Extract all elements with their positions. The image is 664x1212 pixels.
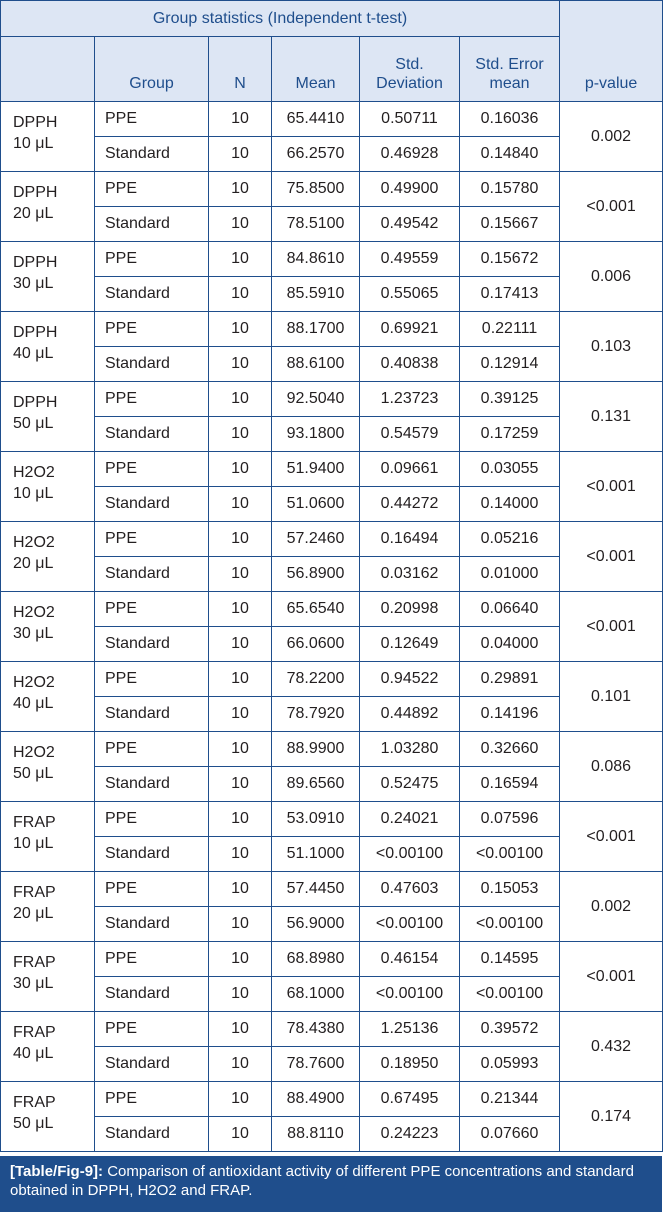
group-cell: Standard xyxy=(95,137,209,172)
n-cell: 10 xyxy=(209,802,272,837)
p-value-cell: <0.001 xyxy=(560,592,663,662)
std-error-cell: 0.22111 xyxy=(460,312,560,347)
p-value-cell: 0.101 xyxy=(560,662,663,732)
std-error-cell: 0.21344 xyxy=(460,1082,560,1117)
std-deviation-cell: 1.25136 xyxy=(360,1012,460,1047)
std-error-cell: 0.39572 xyxy=(460,1012,560,1047)
std-deviation-cell: 0.18950 xyxy=(360,1047,460,1082)
std-error-cell: 0.07660 xyxy=(460,1117,560,1152)
n-cell: 10 xyxy=(209,487,272,522)
group-cell: Standard xyxy=(95,557,209,592)
mean-cell: 68.8980 xyxy=(272,942,360,977)
mean-cell: 78.5100 xyxy=(272,207,360,242)
group-cell: PPE xyxy=(95,102,209,137)
std-deviation-cell: 0.94522 xyxy=(360,662,460,697)
assay-concentration-label xyxy=(1,522,95,592)
n-cell: 10 xyxy=(209,242,272,277)
group-cell: Standard xyxy=(95,907,209,942)
std-error-cell: 0.14595 xyxy=(460,942,560,977)
concentration: 40 μL xyxy=(13,345,54,362)
assay-concentration-label xyxy=(1,172,95,242)
concentration: 20 μL xyxy=(13,205,54,222)
std-error-cell: 0.29891 xyxy=(460,662,560,697)
mean-cell: 92.5040 xyxy=(272,382,360,417)
group-cell: Standard xyxy=(95,487,209,522)
assay-name: H2O2 xyxy=(13,744,55,761)
mean-cell: 75.8500 xyxy=(272,172,360,207)
n-cell: 10 xyxy=(209,627,272,662)
std-deviation-cell: 0.46928 xyxy=(360,137,460,172)
n-cell: 10 xyxy=(209,1012,272,1047)
std-error-cell: 0.15780 xyxy=(460,172,560,207)
assay-concentration-label xyxy=(1,1082,95,1152)
p-value-cell: 0.086 xyxy=(560,732,663,802)
std-error-cell: 0.39125 xyxy=(460,382,560,417)
p-value-cell: 0.006 xyxy=(560,242,663,312)
header-std-deviation-line1: Std. xyxy=(395,56,424,73)
concentration: 30 μL xyxy=(13,625,54,642)
group-cell: Standard xyxy=(95,627,209,662)
n-cell: 10 xyxy=(209,942,272,977)
mean-cell: 88.1700 xyxy=(272,312,360,347)
std-error-cell: <0.00100 xyxy=(460,977,560,1012)
mean-cell: 68.1000 xyxy=(272,977,360,1012)
assay-name: DPPH xyxy=(13,324,58,341)
std-deviation-cell: 0.49559 xyxy=(360,242,460,277)
p-value-cell: 0.002 xyxy=(560,872,663,942)
n-cell: 10 xyxy=(209,697,272,732)
p-value-cell: 0.103 xyxy=(560,312,663,382)
group-cell: Standard xyxy=(95,277,209,312)
assay-concentration-label xyxy=(1,1012,95,1082)
group-cell: PPE xyxy=(95,662,209,697)
mean-cell: 85.5910 xyxy=(272,277,360,312)
p-value-cell: <0.001 xyxy=(560,942,663,1012)
table-row xyxy=(1,592,663,627)
mean-cell: 88.8110 xyxy=(272,1117,360,1152)
table-title: Group statistics (Independent t-test) xyxy=(1,1,560,37)
p-value-cell: <0.001 xyxy=(560,802,663,872)
concentration: 10 μL xyxy=(13,835,54,852)
mean-cell: 57.4450 xyxy=(272,872,360,907)
assay-name: FRAP xyxy=(13,814,56,831)
assay-concentration-label xyxy=(1,942,95,1012)
std-deviation-cell: 0.40838 xyxy=(360,347,460,382)
std-deviation-cell: <0.00100 xyxy=(360,907,460,942)
p-value-cell: <0.001 xyxy=(560,452,663,522)
group-cell: PPE xyxy=(95,1082,209,1117)
table-row xyxy=(1,312,663,347)
group-cell: Standard xyxy=(95,977,209,1012)
mean-cell: 53.0910 xyxy=(272,802,360,837)
n-cell: 10 xyxy=(209,312,272,347)
assay-concentration-label xyxy=(1,242,95,312)
std-deviation-cell: 0.69921 xyxy=(360,312,460,347)
n-cell: 10 xyxy=(209,137,272,172)
concentration: 50 μL xyxy=(13,1115,54,1132)
table-row xyxy=(1,102,663,137)
assay-concentration-label xyxy=(1,312,95,382)
group-cell: Standard xyxy=(95,347,209,382)
concentration: 30 μL xyxy=(13,975,54,992)
std-error-cell: 0.14840 xyxy=(460,137,560,172)
mean-cell: 88.4900 xyxy=(272,1082,360,1117)
table-row xyxy=(1,802,663,837)
std-error-cell: 0.17259 xyxy=(460,417,560,452)
assay-concentration-label xyxy=(1,732,95,802)
n-cell: 10 xyxy=(209,1117,272,1152)
group-cell: PPE xyxy=(95,382,209,417)
n-cell: 10 xyxy=(209,1047,272,1082)
n-cell: 10 xyxy=(209,872,272,907)
std-error-cell: 0.01000 xyxy=(460,557,560,592)
figure-caption xyxy=(0,1156,662,1212)
concentration: 40 μL xyxy=(13,1045,54,1062)
std-deviation-cell: 0.49900 xyxy=(360,172,460,207)
n-cell: 10 xyxy=(209,837,272,872)
std-deviation-cell: 0.49542 xyxy=(360,207,460,242)
std-error-cell: 0.16594 xyxy=(460,767,560,802)
n-cell: 10 xyxy=(209,382,272,417)
p-value-cell: 0.002 xyxy=(560,102,663,172)
table-row xyxy=(1,382,663,417)
header-std-error-line1: Std. Error xyxy=(475,56,544,73)
std-error-cell: 0.15053 xyxy=(460,872,560,907)
n-cell: 10 xyxy=(209,1082,272,1117)
std-deviation-cell: 0.03162 xyxy=(360,557,460,592)
std-deviation-cell: <0.00100 xyxy=(360,977,460,1012)
mean-cell: 93.1800 xyxy=(272,417,360,452)
std-error-cell: 0.15672 xyxy=(460,242,560,277)
concentration: 40 μL xyxy=(13,695,54,712)
std-deviation-cell: 0.67495 xyxy=(360,1082,460,1117)
mean-cell: 78.2200 xyxy=(272,662,360,697)
assay-concentration-label xyxy=(1,592,95,662)
mean-cell: 88.6100 xyxy=(272,347,360,382)
n-cell: 10 xyxy=(209,102,272,137)
assay-name: FRAP xyxy=(13,1094,56,1111)
assay-name: FRAP xyxy=(13,954,56,971)
assay-name: H2O2 xyxy=(13,464,55,481)
table-row xyxy=(1,522,663,557)
mean-cell: 88.9900 xyxy=(272,732,360,767)
p-value-cell: <0.001 xyxy=(560,522,663,592)
std-deviation-cell: 0.16494 xyxy=(360,522,460,557)
table-row xyxy=(1,452,663,487)
n-cell: 10 xyxy=(209,207,272,242)
mean-cell: 78.4380 xyxy=(272,1012,360,1047)
mean-cell: 65.4410 xyxy=(272,102,360,137)
n-cell: 10 xyxy=(209,452,272,487)
std-error-cell: <0.00100 xyxy=(460,907,560,942)
caption-text: Comparison of antioxidant activity of different PPE concentrations and standard obtained in DPPH, H2O2 and FRAP. xyxy=(10,1163,634,1199)
assay-concentration-label xyxy=(1,802,95,872)
table-row xyxy=(1,872,663,907)
group-cell: PPE xyxy=(95,732,209,767)
assay-name: FRAP xyxy=(13,1024,56,1041)
group-cell: PPE xyxy=(95,872,209,907)
mean-cell: 51.1000 xyxy=(272,837,360,872)
assay-name: DPPH xyxy=(13,394,58,411)
n-cell: 10 xyxy=(209,732,272,767)
std-deviation-cell: 0.24021 xyxy=(360,802,460,837)
std-deviation-cell: 0.50711 xyxy=(360,102,460,137)
std-deviation-cell: 0.24223 xyxy=(360,1117,460,1152)
std-error-cell: 0.06640 xyxy=(460,592,560,627)
std-error-cell: <0.00100 xyxy=(460,837,560,872)
std-error-cell: 0.03055 xyxy=(460,452,560,487)
table-row xyxy=(1,942,663,977)
table-row xyxy=(1,1012,663,1047)
mean-cell: 51.9400 xyxy=(272,452,360,487)
table-row xyxy=(1,1082,663,1117)
n-cell: 10 xyxy=(209,172,272,207)
std-deviation-cell: 0.54579 xyxy=(360,417,460,452)
n-cell: 10 xyxy=(209,767,272,802)
group-cell: PPE xyxy=(95,1012,209,1047)
std-deviation-cell: 1.23723 xyxy=(360,382,460,417)
std-deviation-cell: 0.09661 xyxy=(360,452,460,487)
header-std-deviation xyxy=(360,37,460,102)
mean-cell: 56.8900 xyxy=(272,557,360,592)
std-deviation-cell: 0.12649 xyxy=(360,627,460,662)
table-row xyxy=(1,732,663,767)
std-error-cell: 0.14196 xyxy=(460,697,560,732)
concentration: 20 μL xyxy=(13,905,54,922)
n-cell: 10 xyxy=(209,522,272,557)
std-deviation-cell: 1.03280 xyxy=(360,732,460,767)
assay-concentration-label xyxy=(1,452,95,522)
mean-cell: 89.6560 xyxy=(272,767,360,802)
table-row xyxy=(1,242,663,277)
group-cell: Standard xyxy=(95,417,209,452)
group-cell: PPE xyxy=(95,452,209,487)
group-cell: Standard xyxy=(95,1047,209,1082)
std-deviation-cell: 0.46154 xyxy=(360,942,460,977)
group-cell: Standard xyxy=(95,837,209,872)
std-deviation-cell: 0.55065 xyxy=(360,277,460,312)
std-deviation-cell: 0.52475 xyxy=(360,767,460,802)
n-cell: 10 xyxy=(209,277,272,312)
assay-name: H2O2 xyxy=(13,534,55,551)
group-cell: Standard xyxy=(95,207,209,242)
assay-name: H2O2 xyxy=(13,674,55,691)
n-cell: 10 xyxy=(209,907,272,942)
group-cell: PPE xyxy=(95,312,209,347)
assay-concentration-label xyxy=(1,382,95,452)
p-value-cell: <0.001 xyxy=(560,172,663,242)
header-std-error-mean xyxy=(460,37,560,102)
p-value-cell: 0.432 xyxy=(560,1012,663,1082)
std-error-cell: 0.32660 xyxy=(460,732,560,767)
std-error-cell: 0.05993 xyxy=(460,1047,560,1082)
std-deviation-cell: 0.47603 xyxy=(360,872,460,907)
assay-concentration-label xyxy=(1,872,95,942)
mean-cell: 78.7920 xyxy=(272,697,360,732)
header-blank xyxy=(1,37,95,102)
assay-concentration-label xyxy=(1,662,95,732)
header-group: Group xyxy=(95,37,209,102)
group-cell: PPE xyxy=(95,242,209,277)
n-cell: 10 xyxy=(209,347,272,382)
assay-concentration-label xyxy=(1,102,95,172)
assay-name: H2O2 xyxy=(13,604,55,621)
mean-cell: 56.9000 xyxy=(272,907,360,942)
concentration: 20 μL xyxy=(13,555,54,572)
std-deviation-cell: 0.20998 xyxy=(360,592,460,627)
group-cell: Standard xyxy=(95,697,209,732)
assay-name: FRAP xyxy=(13,884,56,901)
p-value-cell: 0.174 xyxy=(560,1082,663,1152)
group-cell: PPE xyxy=(95,522,209,557)
std-error-cell: 0.15667 xyxy=(460,207,560,242)
header-std-error-line2: mean xyxy=(489,75,530,92)
header-std-deviation-line2: Deviation xyxy=(376,75,443,92)
std-deviation-cell: 0.44892 xyxy=(360,697,460,732)
mean-cell: 84.8610 xyxy=(272,242,360,277)
n-cell: 10 xyxy=(209,417,272,452)
p-value-cell: 0.131 xyxy=(560,382,663,452)
group-cell: Standard xyxy=(95,767,209,802)
group-cell: Standard xyxy=(95,1117,209,1152)
n-cell: 10 xyxy=(209,557,272,592)
concentration: 30 μL xyxy=(13,275,54,292)
std-error-cell: 0.17413 xyxy=(460,277,560,312)
std-error-cell: 0.16036 xyxy=(460,102,560,137)
n-cell: 10 xyxy=(209,592,272,627)
group-cell: PPE xyxy=(95,172,209,207)
header-mean: Mean xyxy=(272,37,360,102)
table-row xyxy=(1,662,663,697)
assay-name: DPPH xyxy=(13,184,58,201)
concentration: 10 μL xyxy=(13,485,54,502)
assay-name: DPPH xyxy=(13,254,58,271)
std-error-cell: 0.07596 xyxy=(460,802,560,837)
mean-cell: 57.2460 xyxy=(272,522,360,557)
header-p-value: p-value xyxy=(560,1,663,102)
table-body xyxy=(1,102,663,1152)
std-error-cell: 0.05216 xyxy=(460,522,560,557)
mean-cell: 65.6540 xyxy=(272,592,360,627)
concentration: 50 μL xyxy=(13,765,54,782)
std-error-cell: 0.12914 xyxy=(460,347,560,382)
assay-name: DPPH xyxy=(13,114,58,131)
group-cell: PPE xyxy=(95,802,209,837)
group-cell: PPE xyxy=(95,942,209,977)
table-row xyxy=(1,172,663,207)
mean-cell: 51.0600 xyxy=(272,487,360,522)
std-error-cell: 0.14000 xyxy=(460,487,560,522)
concentration: 10 μL xyxy=(13,135,54,152)
caption-label: [Table/Fig-9]: xyxy=(10,1163,104,1180)
std-error-cell: 0.04000 xyxy=(460,627,560,662)
n-cell: 10 xyxy=(209,662,272,697)
std-deviation-cell: 0.44272 xyxy=(360,487,460,522)
concentration: 50 μL xyxy=(13,415,54,432)
std-deviation-cell: <0.00100 xyxy=(360,837,460,872)
mean-cell: 66.2570 xyxy=(272,137,360,172)
mean-cell: 78.7600 xyxy=(272,1047,360,1082)
header-n: N xyxy=(209,37,272,102)
group-cell: PPE xyxy=(95,592,209,627)
mean-cell: 66.0600 xyxy=(272,627,360,662)
n-cell: 10 xyxy=(209,977,272,1012)
